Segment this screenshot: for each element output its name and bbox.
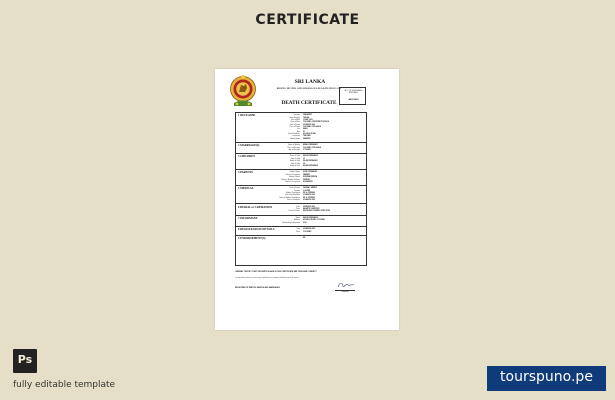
field-label: Address	[294, 220, 300, 222]
field-value: DR. A. PERERA	[303, 197, 315, 199]
field-value: KANATTE CEMETERY	[303, 209, 320, 211]
field-label: Place of Marriage	[287, 147, 300, 149]
field-row	[236, 223, 367, 226]
field-value: 45 GALLE ROAD, COLOMBO	[303, 220, 325, 222]
certify-note: I certify that the above is a true copy of particulars in a register of deaths kept in Sri Lanka.	[235, 278, 299, 279]
field-label: Given Name(s)	[289, 117, 300, 119]
field-label: Name of Medical Practitioner	[279, 197, 300, 199]
field-value: DILANI FERNANDO	[303, 161, 318, 163]
section-9	[236, 236, 367, 243]
field-label: Name of Child	[289, 161, 300, 163]
certify-statement: I HEREBY CERTIFY THAT THE PARTICULARS IN THIS CERTIFICATE ARE TRUE AND CORRECT	[235, 271, 317, 273]
field-value: DR. A. PERERA	[303, 193, 315, 195]
section-title: 8 REGISTRATION DETAILS	[238, 228, 275, 231]
registrar-title: REGISTRAR OF BIRTHS, DEATHS AND MARRIAGES	[235, 287, 280, 289]
section-title: 5 MEDICAL	[238, 187, 254, 191]
certificate-document	[215, 69, 399, 330]
field-value: COLOMBO	[303, 231, 312, 233]
field-row	[236, 211, 367, 214]
serial-number: A6972622	[348, 98, 359, 101]
field-label: Date Last Seen Alive	[285, 195, 300, 197]
brand-name: tourspuno.pe	[500, 369, 593, 385]
field-label: Age of Child	[291, 158, 300, 160]
certificate-title: DEATH CERTIFICATE	[281, 100, 337, 106]
field-value: NIL	[303, 238, 306, 240]
field-value: RAYMONDS FUNERAL DIRECTORS	[303, 211, 330, 213]
field-label: Marital Status	[290, 138, 300, 140]
field-label: Date of Certificate	[287, 200, 300, 202]
field-label: Cause of Death	[288, 188, 300, 190]
field-value: KASUN FERNANDO	[303, 217, 319, 219]
field-value: 45 GALLE ROAD	[303, 134, 316, 135]
section-title: 9 ENDORSEMENT(S)	[238, 236, 266, 240]
field-value: KASUN FERNANDO	[303, 156, 319, 158]
field-value: COLOMBO, WESTERN PROVINCE	[303, 122, 329, 124]
field-value: MARRIED	[303, 138, 311, 140]
field-label: Mother's Name	[289, 177, 300, 179]
section-8	[236, 227, 367, 236]
section-title: 6 BURIAL or CREMATION	[238, 205, 273, 209]
field-label: Place of Birth	[290, 122, 300, 124]
serial-box	[339, 87, 366, 105]
sri-lanka-emblem-icon	[229, 74, 257, 108]
field-label: Date of Birth	[291, 119, 300, 121]
field-label: Place	[296, 209, 300, 211]
section-3	[236, 154, 367, 170]
field-value: THILINA	[303, 117, 310, 119]
field-value: SUNIL FERNANDO	[303, 172, 318, 174]
editable-caption: fully editable template	[13, 380, 116, 390]
field-value: 57	[303, 131, 305, 133]
section-title: 1 DECEASED	[238, 114, 256, 117]
field-label: Place of Death	[289, 126, 300, 128]
field-label: Duration	[293, 190, 300, 192]
brand-badge[interactable]	[487, 366, 606, 391]
section-2	[236, 143, 367, 154]
field-value: 27 YEARS	[303, 149, 311, 151]
field-label: Place	[296, 231, 300, 233]
field-value: 04 MARCH 2021	[303, 206, 316, 208]
field-label: Sex	[297, 129, 300, 131]
field-label: Age of Child	[291, 163, 300, 165]
field-label: Medical Practitioner	[286, 193, 300, 195]
field-value: KUSUMA PERERA	[303, 177, 318, 179]
signatory-name: Registrar	[341, 291, 349, 293]
field-label: Date	[296, 206, 300, 208]
section-5	[236, 186, 367, 204]
section-title: 3 CHILDREN	[238, 155, 256, 159]
field-label: Relationship to deceased	[282, 222, 300, 224]
field-value: FERNANDO	[303, 115, 313, 117]
field-label: Surname	[293, 115, 300, 117]
field-value: FARMER	[303, 174, 310, 176]
field-label: Mother's Occupation	[285, 181, 300, 183]
field-value: 15 MAY 1963	[303, 119, 313, 121]
field-value: TEACHER	[303, 136, 311, 138]
field-value: COLOMBO, SRI LANKA	[303, 126, 321, 128]
field-label: Name of Spouse	[288, 145, 300, 147]
field-value: HOUSEWIFE	[303, 181, 313, 183]
field-label: Date	[296, 229, 300, 231]
field-row	[236, 163, 367, 169]
field-value: CARDIAC ARREST	[303, 188, 318, 190]
field-value: 02 MARCH 2021	[303, 124, 316, 126]
field-value: COLOMBO, SRI LANKA	[303, 147, 321, 149]
photoshop-icon	[13, 349, 37, 373]
field-value: MALE	[303, 129, 308, 131]
field-label: Name of Child	[289, 165, 300, 167]
field-label: Mother's Maiden Surname	[281, 179, 300, 181]
field-label: Father's Name	[289, 172, 300, 174]
field-value: 28	[303, 163, 305, 165]
section-6	[236, 205, 367, 216]
field-value: 05 MARCH 2021	[303, 229, 316, 231]
section-title: 2 MARRIAGE(S)	[238, 144, 260, 148]
field-label: Name of Child	[289, 156, 300, 158]
field-label: Date of Death	[290, 124, 300, 126]
field-label: Occupation	[291, 136, 300, 138]
section-7	[236, 216, 367, 227]
field-label: Usual Residence	[287, 134, 300, 135]
field-label: Age	[297, 131, 300, 133]
certificate-country: SRI LANKA	[294, 79, 326, 85]
field-label: Father's Occupation	[285, 174, 300, 176]
certificate-authority: BIRTHS, DEATHS AND MARRIAGES REGISTRATION ACT	[276, 88, 342, 90]
page-heading: CERTIFICATE	[255, 12, 360, 28]
certificate-table	[235, 112, 367, 266]
field-value: 01 MARCH 2021	[303, 195, 316, 197]
section-title: 4 PARENTS	[238, 171, 253, 175]
field-value: 31	[303, 158, 305, 160]
field-value: 03 MARCH 2021	[303, 200, 316, 202]
field-value: ASHAN FERNANDO	[303, 165, 319, 167]
field-row	[236, 238, 367, 241]
field-value: PERERA	[303, 179, 310, 181]
section-1	[236, 113, 367, 143]
signature-mark	[337, 281, 355, 289]
serial-label: NO. OF FILES AND ENTRIES	[344, 89, 363, 94]
field-label: Funeral Director	[288, 211, 300, 213]
field-row	[236, 232, 367, 235]
field-value: 2 HOURS	[303, 190, 311, 192]
field-value: SON	[303, 222, 307, 224]
section-title: 7 INFORMANT	[238, 216, 258, 220]
field-label: Age at Marriage	[288, 149, 300, 151]
field-value: NIMALI FERNANDO	[303, 145, 318, 147]
field-row	[236, 139, 367, 142]
field-label: Name	[295, 217, 300, 219]
section-4	[236, 170, 367, 186]
photoshop-badge-text: Ps	[17, 353, 33, 366]
